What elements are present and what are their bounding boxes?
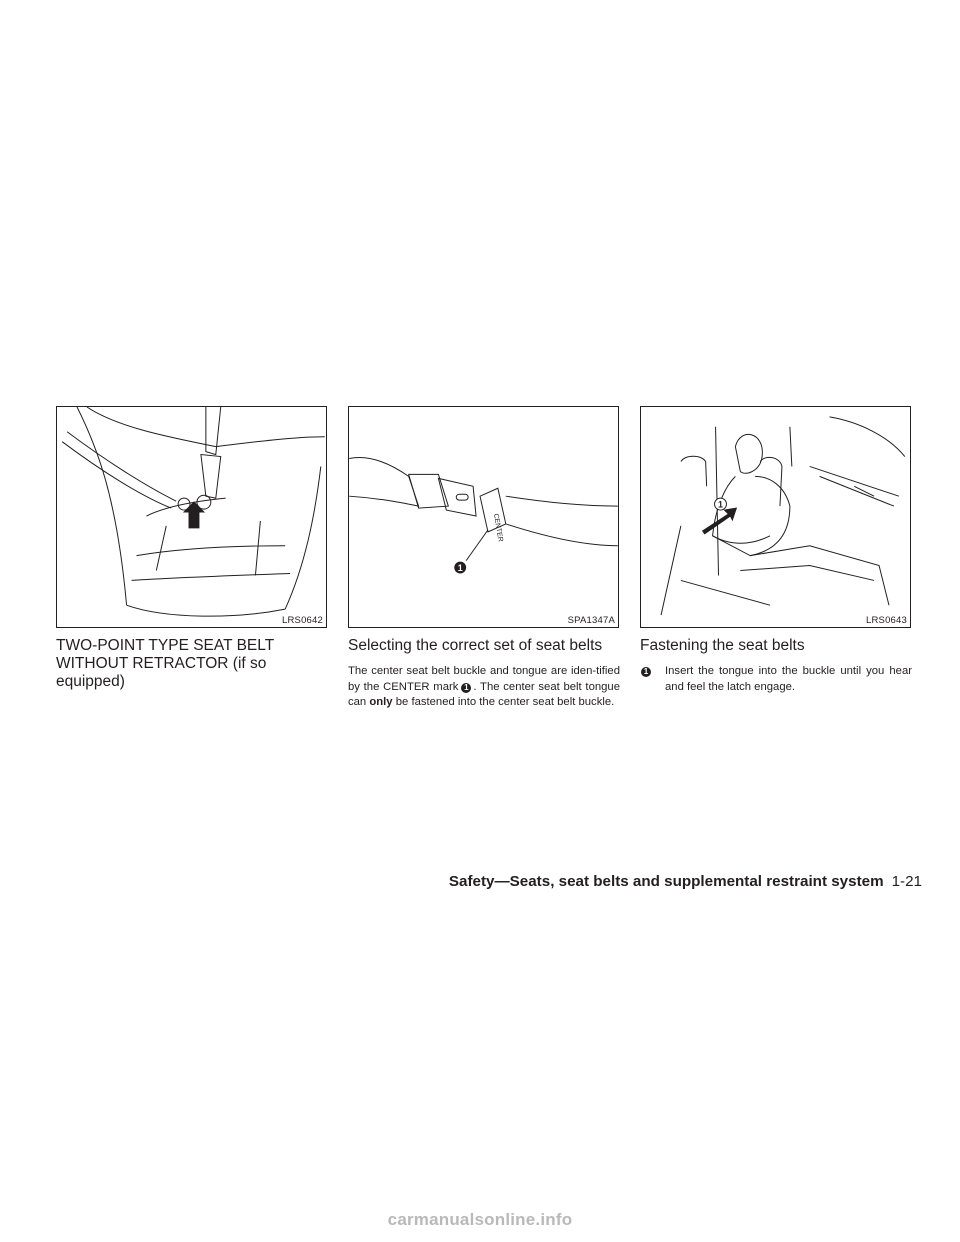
arrow-icon: [184, 502, 204, 528]
figure-code: LRS0643: [865, 615, 907, 626]
fastening-illustration: [641, 407, 910, 627]
step-marker: 1: [641, 667, 651, 677]
step-1: [640, 664, 912, 695]
page-number: 1-21: [891, 873, 922, 890]
page-footer: [449, 873, 922, 890]
figure-fastening-belt: [640, 406, 911, 628]
callout-1-label: 1: [718, 499, 723, 510]
watermark: carmanualsonline.info: [387, 1210, 573, 1229]
callout-marker: 1: [461, 683, 471, 693]
heading-two-point-belt: TWO-POINT TYPE SEAT BELT WITHOUT RETRACTOR (if so equipped): [56, 637, 275, 690]
heading-selecting-belts: Selecting the correct set of seat belts: [348, 637, 603, 654]
svg-text:1: 1: [457, 563, 463, 574]
figure-center-buckle: [348, 406, 619, 628]
figure-code: SPA1347A: [567, 615, 615, 626]
figure-rear-seat-belt: [56, 406, 327, 628]
buckle-tongue-illustration: [349, 407, 618, 627]
heading-fastening-belts: Fastening the seat belts: [640, 637, 805, 654]
step-1-text: Insert the tongue into the buckle until you hear and feel the latch engage.: [665, 665, 912, 693]
center-mark: CENTER: [491, 513, 504, 543]
rear-seat-illustration: [57, 407, 326, 627]
arrow-icon: [703, 508, 737, 534]
figure-code: LRS0642: [281, 615, 323, 626]
footer-title: Safety—Seats, seat belts and supplemental restraint system: [448, 873, 884, 890]
paragraph-selecting-belts: The center seat belt buckle and tongue are iden-tified by the CENTER mark 1 . The center seat belt tongue can only be fastened into the center seat belt buckle.: [348, 665, 620, 709]
